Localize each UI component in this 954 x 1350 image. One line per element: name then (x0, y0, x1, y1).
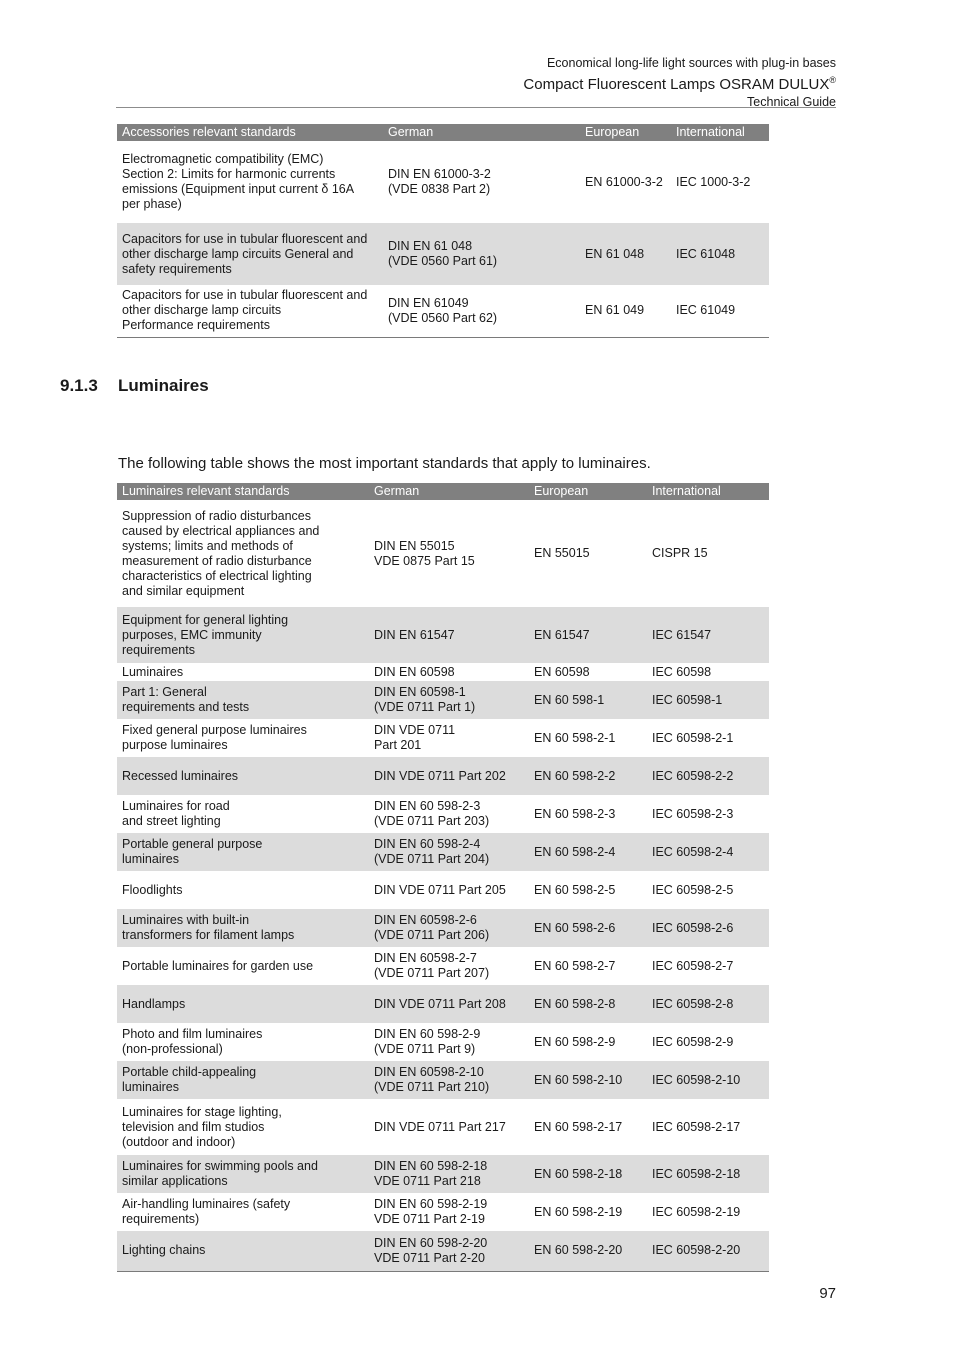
column-header-european: European (580, 124, 671, 141)
german-standard-cell (369, 681, 529, 719)
german-standard-cell (369, 1099, 529, 1155)
column-header-german: German (383, 124, 580, 141)
section-heading (60, 376, 209, 396)
table-row (117, 1155, 769, 1193)
european-standard-cell: EN 61 049 (580, 285, 671, 337)
german-standard-cell (369, 663, 529, 681)
cell-line: Portable child-appealing (122, 1065, 257, 1079)
table-row (117, 1193, 769, 1231)
cell-line: measurement of radio disturbance (122, 553, 312, 568)
intro-paragraph: The following table shows the most important standards that apply to luminaires. (118, 455, 651, 472)
standard-description-cell (117, 909, 369, 947)
registered-mark: ® (829, 75, 836, 85)
header-title-text: Compact Fluorescent Lamps OSRAM DULUX (523, 76, 830, 93)
cell-line: VDE 0711 Part 2-20 (374, 1250, 485, 1265)
cell-line: DIN EN 61 048 (388, 239, 473, 253)
cell-line: Air-handling luminaires (safety (122, 1197, 291, 1211)
column-header-standards: Accessories relevant standards (117, 124, 383, 141)
international-standard-cell: IEC 60598-2-7 (652, 958, 734, 973)
cell-line: Luminaires for swimming pools and (122, 1159, 318, 1173)
table-row (117, 141, 769, 223)
table-row (117, 795, 769, 833)
european-standard-cell: EN 60 598-2-2 (529, 757, 647, 795)
standard-description-cell (117, 1023, 369, 1061)
cell-line: (VDE 0711 Part 206) (374, 928, 490, 942)
cell-line: DIN EN 61049 (388, 295, 469, 310)
cell-line: DIN EN 61000-3-2 (388, 167, 491, 181)
international-standard-cell: IEC 60598-2-4 (647, 833, 769, 871)
cell-line: Portable luminaires for garden use (122, 958, 314, 973)
cell-line: Lighting chains (122, 1243, 206, 1258)
cell-line: Section 2: Limits for harmonic currents (122, 167, 336, 181)
german-standard-cell (369, 719, 529, 757)
standard-description-cell (117, 1061, 369, 1099)
cell-line: per phase) (122, 197, 182, 211)
cell-line: other discharge lamp circuits (122, 303, 282, 318)
german-standard-cell (369, 871, 529, 909)
cell-line: DIN EN 60 598-2-3 (374, 799, 481, 813)
cell-line: other discharge lamp circuits General and (122, 246, 354, 261)
table-row (117, 719, 769, 757)
table-row (117, 757, 769, 795)
european-standard-cell: EN 60 598-2-20 (529, 1231, 647, 1271)
cell-line: Performance requirements (122, 318, 270, 333)
standard-description-cell (117, 285, 383, 337)
international-standard-cell: IEC 1000-3-2 (676, 174, 751, 189)
cell-line: Capacitors for use in tubular fluorescent and (122, 231, 368, 246)
cell-line: DIN EN 60598 (374, 664, 455, 679)
european-standard-cell: EN 60 598-2-10 (529, 1061, 647, 1099)
cell-line: Luminaires (122, 664, 184, 679)
table-row (117, 663, 769, 681)
european-standard-cell: EN 60 598-2-19 (534, 1204, 623, 1219)
cell-line: VDE 0711 Part 2-19 (374, 1212, 485, 1226)
german-standard-cell (369, 1155, 529, 1193)
accessories-standards-table (117, 124, 769, 338)
header-subtitle: Economical long-life light sources with plug-in bases (546, 56, 836, 70)
standard-description-cell (117, 500, 369, 607)
cell-line: DIN EN 60598-1 (374, 685, 466, 699)
standard-description-cell (117, 719, 369, 757)
cell-line: luminaires (122, 852, 179, 866)
german-standard-cell (369, 1023, 529, 1061)
table-row (117, 1023, 769, 1061)
standard-description-cell (117, 607, 369, 663)
cell-line: requirements) (122, 1212, 200, 1226)
standard-description-cell (117, 663, 369, 681)
german-standard-cell (369, 947, 529, 985)
column-header-german: German (369, 483, 529, 500)
european-standard-cell: EN 60 598-2-9 (534, 1034, 616, 1049)
european-standard-cell: EN 55015 (534, 546, 590, 560)
cell-line: Electromagnetic compatibility (EMC) (122, 152, 324, 166)
european-standard-cell: EN 60 598-2-5 (534, 882, 616, 897)
standard-description-cell (117, 223, 383, 285)
international-standard-cell: CISPR 15 (652, 546, 708, 560)
german-standard-cell (369, 1231, 529, 1271)
european-standard-cell: EN 60 598-2-4 (529, 833, 647, 871)
header-title (523, 71, 836, 94)
table-row (117, 909, 769, 947)
international-standard-cell: IEC 60598-2-8 (647, 985, 769, 1023)
cell-line: DIN VDE 0711 Part 217 (374, 1119, 506, 1134)
cell-line: DIN EN 55015 (374, 538, 455, 553)
international-standard-cell: IEC 60598-2-5 (652, 882, 734, 897)
international-standard-cell: IEC 60598-2-18 (647, 1155, 769, 1193)
european-standard-cell: EN 60 598-2-6 (529, 909, 647, 947)
section-title: Luminaires (118, 376, 209, 395)
cell-line: Luminaires for road (122, 799, 230, 813)
cell-line: DIN EN 60 598-2-4 (374, 837, 481, 851)
running-header (523, 56, 836, 110)
international-standard-cell: IEC 61547 (647, 607, 769, 663)
german-standard-cell (383, 223, 580, 285)
german-standard-cell (369, 1061, 529, 1099)
standard-description-cell (117, 947, 369, 985)
cell-line: Part 201 (374, 738, 422, 752)
cell-line: emissions (Equipment input current δ 16A (122, 182, 355, 196)
cell-line: (VDE 0560 Part 61) (388, 254, 498, 268)
cell-line: DIN EN 61547 (374, 627, 455, 642)
cell-line: (VDE 0711 Part 204) (374, 852, 490, 866)
standard-description-cell (117, 1155, 369, 1193)
cell-line: similar applications (122, 1174, 228, 1188)
cell-line: Fixed general purpose luminaires (122, 723, 307, 737)
cell-line: characteristics of electrical lighting (122, 568, 312, 583)
luminaires-standards-table (117, 483, 769, 1272)
table-row (117, 1061, 769, 1099)
european-standard-cell: EN 61 048 (580, 223, 671, 285)
standard-description-cell (117, 757, 369, 795)
cell-line: and street lighting (122, 814, 221, 828)
header-guide-label: Technical Guide (747, 95, 836, 109)
table-header-row (117, 124, 769, 141)
table-row (117, 871, 769, 909)
international-standard-cell: IEC 60598-2-17 (652, 1119, 741, 1134)
german-standard-cell (369, 607, 529, 663)
european-standard-cell: EN 60 598-2-18 (529, 1155, 647, 1193)
cell-line: Equipment for general lighting (122, 612, 289, 627)
german-standard-cell (369, 909, 529, 947)
cell-line: purposes, EMC immunity (122, 627, 262, 642)
cell-line: transformers for filament lamps (122, 928, 295, 942)
table-row (117, 947, 769, 985)
european-standard-cell: EN 60598 (534, 664, 590, 679)
cell-line: (VDE 0560 Part 62) (388, 310, 498, 325)
cell-line: and similar equipment (122, 583, 245, 598)
cell-line: Luminaires with built-in (122, 913, 250, 927)
european-standard-cell: EN 61000-3-2 (585, 174, 663, 189)
cell-line: DIN EN 60 598-2-20 (374, 1235, 488, 1250)
cell-line: luminaires (122, 1080, 179, 1094)
section-number: 9.1.3 (60, 376, 98, 395)
cell-line: Photo and film luminaires (122, 1027, 263, 1041)
international-standard-cell: IEC 60598-2-9 (652, 1034, 734, 1049)
cell-line: DIN EN 60 598-2-19 (374, 1197, 488, 1211)
cell-line: Portable general purpose (122, 837, 263, 851)
cell-line: safety requirements (122, 261, 232, 276)
cell-line: systems; limits and methods of (122, 538, 293, 553)
column-header-standards: Luminaires relevant standards (117, 483, 369, 500)
header-divider (116, 107, 836, 108)
international-standard-cell: IEC 60598-1 (647, 681, 769, 719)
cell-line: DIN EN 60598-2-6 (374, 913, 477, 927)
european-standard-cell: EN 60 598-2-3 (534, 806, 616, 821)
table-row (117, 1099, 769, 1155)
cell-line: Part 1: General (122, 685, 207, 699)
standard-description-cell (117, 985, 369, 1023)
european-standard-cell: EN 60 598-2-8 (529, 985, 647, 1023)
cell-line: (VDE 0711 Part 210) (374, 1080, 490, 1094)
international-standard-cell: IEC 60598 (652, 664, 712, 679)
standard-description-cell (117, 871, 369, 909)
cell-line: Recessed luminaires (122, 768, 239, 783)
european-standard-cell: EN 60 598-2-7 (534, 958, 616, 973)
table-header-row (117, 483, 769, 500)
german-standard-cell (369, 985, 529, 1023)
european-standard-cell: EN 60 598-2-1 (534, 730, 616, 745)
table-row (117, 833, 769, 871)
standard-description-cell (117, 1231, 369, 1271)
cell-line: (outdoor and indoor) (122, 1134, 236, 1149)
cell-line: caused by electrical appliances and (122, 523, 320, 538)
cell-line: (VDE 0711 Part 207) (374, 966, 490, 980)
european-standard-cell: EN 60 598-2-17 (534, 1119, 623, 1134)
german-standard-cell (369, 500, 529, 607)
cell-line: DIN VDE 0711 Part 202 (374, 768, 506, 783)
international-standard-cell: IEC 60598-2-6 (647, 909, 769, 947)
cell-line: (VDE 0711 Part 9) (374, 1042, 476, 1056)
column-header-international: International (647, 483, 769, 500)
german-standard-cell (369, 833, 529, 871)
cell-line: Handlamps (122, 996, 186, 1011)
table-row (117, 223, 769, 285)
cell-line: (non-professional) (122, 1042, 223, 1056)
cell-line: DIN EN 60598-2-7 (374, 951, 477, 965)
page-number: 97 (819, 1285, 836, 1302)
german-standard-cell (369, 757, 529, 795)
cell-line: television and film studios (122, 1119, 265, 1134)
standard-description-cell (117, 833, 369, 871)
cell-line: DIN EN 60 598-2-9 (374, 1027, 481, 1041)
international-standard-cell: IEC 60598-2-10 (647, 1061, 769, 1099)
international-standard-cell: IEC 60598-2-3 (652, 806, 734, 821)
standard-description-cell (117, 795, 369, 833)
cell-line: Floodlights (122, 882, 183, 897)
german-standard-cell (383, 285, 580, 337)
table-row (117, 500, 769, 607)
european-standard-cell: EN 61547 (529, 607, 647, 663)
cell-line: purpose luminaires (122, 738, 228, 752)
international-standard-cell: IEC 60598-2-20 (647, 1231, 769, 1271)
german-standard-cell (369, 795, 529, 833)
standard-description-cell (117, 681, 369, 719)
cell-line: (VDE 0711 Part 1) (374, 700, 476, 714)
cell-line: Suppression of radio disturbances (122, 508, 312, 523)
cell-line: Luminaires for stage lighting, (122, 1104, 282, 1119)
column-header-european: European (529, 483, 647, 500)
cell-line: VDE 0875 Part 15 (374, 553, 475, 568)
german-standard-cell (383, 141, 580, 223)
standard-description-cell (117, 141, 383, 223)
cell-line: VDE 0711 Part 218 (374, 1174, 481, 1188)
international-standard-cell: IEC 61048 (671, 223, 769, 285)
international-standard-cell: IEC 61049 (671, 285, 769, 337)
cell-line: (VDE 0838 Part 2) (388, 182, 491, 196)
cell-line: DIN EN 60598-2-10 (374, 1065, 484, 1079)
international-standard-cell: IEC 60598-2-2 (647, 757, 769, 795)
cell-line: DIN VDE 0711 Part 208 (374, 996, 506, 1011)
german-standard-cell (369, 1193, 529, 1231)
cell-line: DIN VDE 0711 (374, 723, 456, 737)
column-header-international: International (671, 124, 769, 141)
table-row (117, 607, 769, 663)
table-row (117, 681, 769, 719)
table-row (117, 1231, 769, 1271)
cell-line: requirements and tests (122, 700, 250, 714)
standard-description-cell (117, 1099, 369, 1155)
international-standard-cell: IEC 60598-2-1 (652, 730, 734, 745)
table-row (117, 985, 769, 1023)
cell-line: Capacitors for use in tubular fluorescent and (122, 288, 368, 303)
european-standard-cell: EN 60 598-1 (529, 681, 647, 719)
standard-description-cell (117, 1193, 369, 1231)
cell-line: requirements (122, 642, 195, 657)
table-row (117, 285, 769, 337)
cell-line: DIN EN 60 598-2-18 (374, 1159, 488, 1173)
international-standard-cell: IEC 60598-2-19 (652, 1204, 741, 1219)
cell-line: DIN VDE 0711 Part 205 (374, 882, 506, 897)
cell-line: (VDE 0711 Part 203) (374, 814, 490, 828)
